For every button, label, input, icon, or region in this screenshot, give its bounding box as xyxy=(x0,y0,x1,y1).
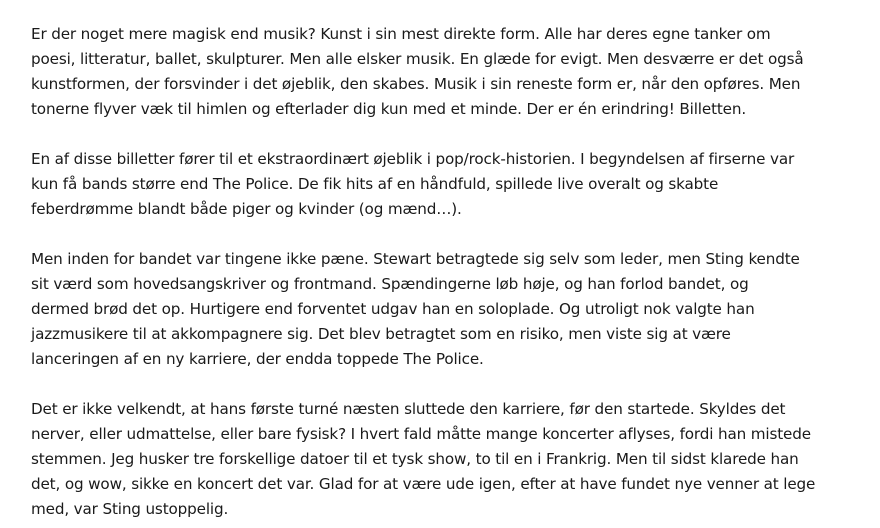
article-paragraph-2: En af disse billetter fører til et ekstraordinært øjeblik i pop/rock-historien. I begyndelsen af firserne var kun få bands større end The Police. De fik hits af en håndfuld, spillede live overalt og skabte feberdrømme blandt både piger og kvinder (og mænd…). xyxy=(31,150,795,218)
article-paragraph-1: Er der noget mere magisk end musik? Kunst i sin mest direkte form. Alle har deres egne tanker om poesi, litteratur, ballet, skulpturer. Men alle elsker musik. En glæde for evigt. Men desværre er det også kunstformen, der forsvinder i det øjeblik, den skabes. Musik i sin reneste form er, når den opføres. Men tonerne flyver væk til himlen og efterlader dig kun med et minde. Der er én erindring! Billetten. xyxy=(31,25,804,118)
article-paragraph-4: Det er ikke velkendt, at hans første turné næsten sluttede den karriere, før den startede. Skyldes det nerver, eller udmattelse, eller bare fysisk? I hvert fald måtte mange koncerter aflyses, fordi han mistede stemmen. Jeg husker tre forskellige datoer til et tysk show, to til en i Frankrig. Men til sidst klarede han det, og wow, sikke en koncert det var. Glad for at være ude igen, efter at have fundet nye venner at lege med, var Sting ustoppelig. xyxy=(31,400,816,518)
article-paragraph-3: Men inden for bandet var tingene ikke pæne. Stewart betragtede sig selv som leder, men Sting kendte sit værd som hovedsangskriver og frontmand. Spændingerne løb høje, og han forlod bandet, og dermed brød det op. Hurtigere end forventet udgav han en soloplade. Og utroligt nok valgte han jazzmusikere til at akkompagnere sig. Det blev betragtet som en risiko, men viste sig at være lanceringen af en ny karriere, der endda toppede The Police. xyxy=(31,250,800,368)
article-body xyxy=(31,22,846,522)
